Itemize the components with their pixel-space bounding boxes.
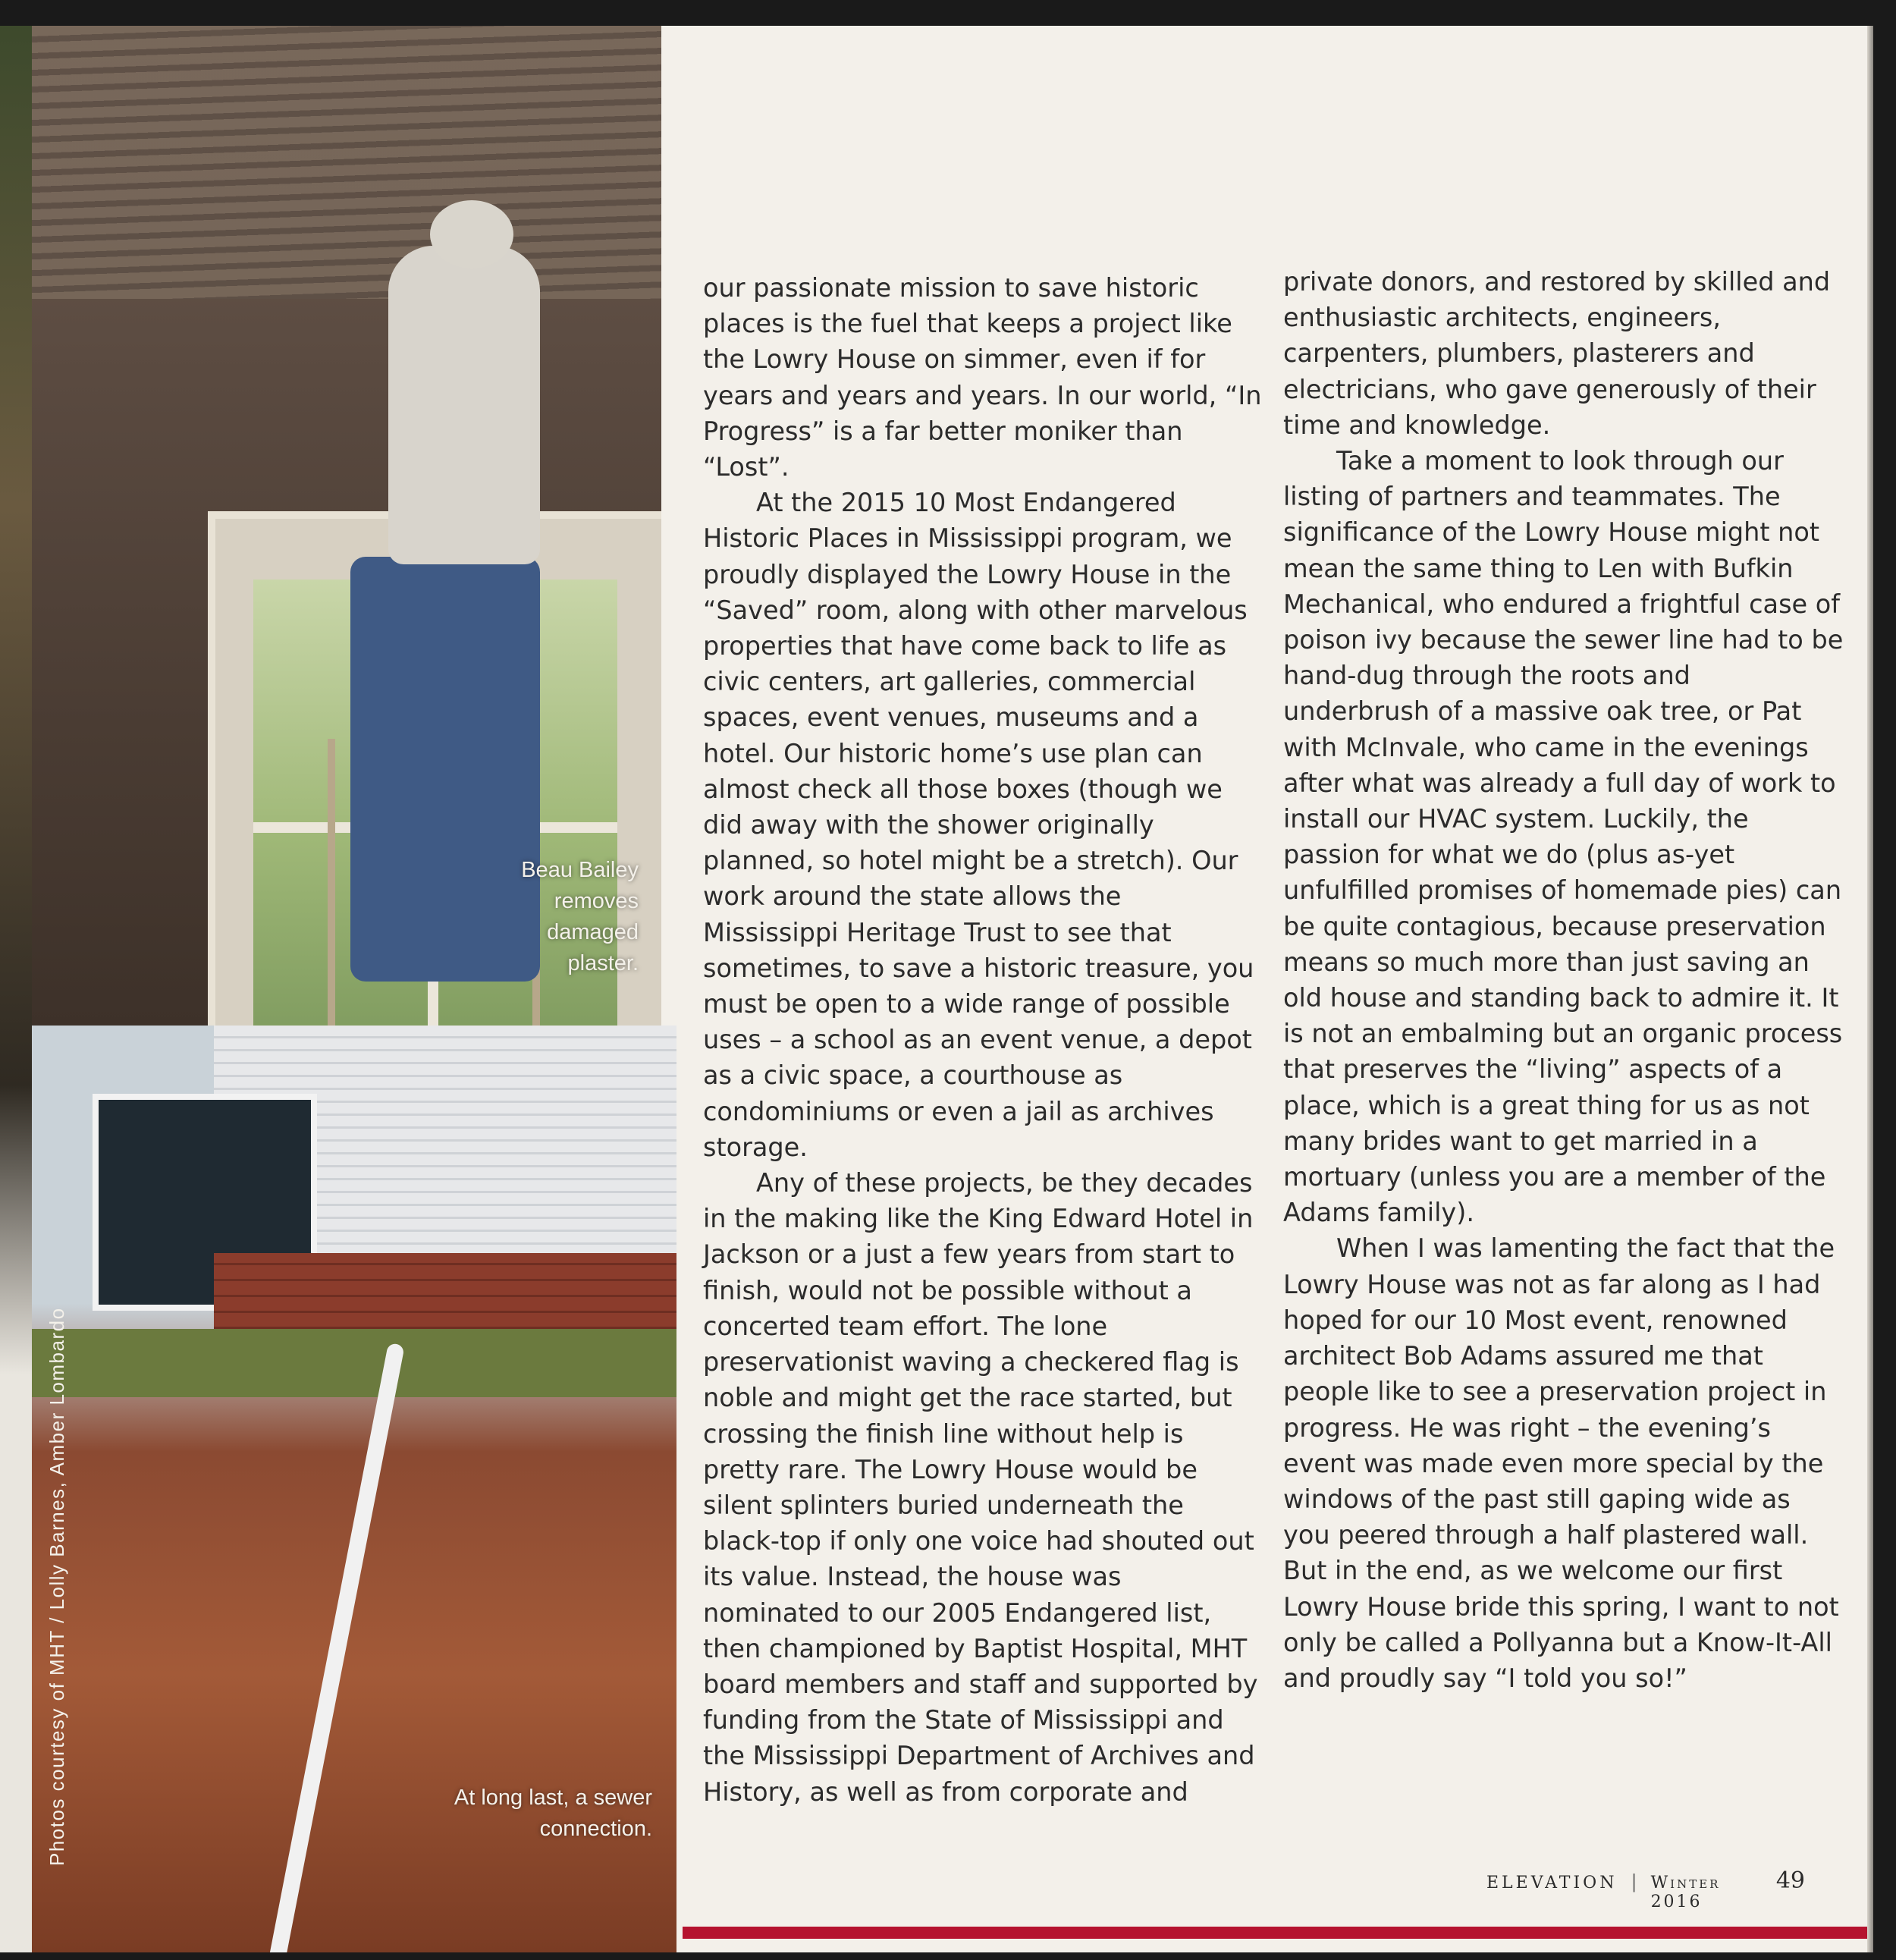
column1-paragraph-2: At the 2015 10 Most Endangered Historic Places in Mississippi program, we proudly displayed the Lowry House in the “Saved” room, along with other marvelous properties that have come back to life as civic centers, art galleries, commercial spaces, event venues, museums and a hotel. Our historic home’s use plan can almost check all those boxes (though we did away with the shower originally planned, so hotel might be a stretch). Our work around the state allows the Mississippi Heritage Trust to see that sometimes, to save a historic treasure, you must be open to a wide range of possible uses – a school as an event venue, a depot as a civic space, a courthouse as condominiums or even a jail as archives storage. bbox=[703, 488, 1254, 1162]
caption-sewer: At long last, a sewer connection. bbox=[454, 1786, 652, 1841]
adjacent-page-edge bbox=[0, 26, 32, 1952]
column2-paragraph-1: private donors, and restored by skilled and enthusiastic architects, engineers, carpenters, plumbers, plasterers and electricians, who gave generously of their time and knowledge. bbox=[1283, 267, 1831, 440]
footer-accent-rule bbox=[683, 1927, 1873, 1939]
column2-paragraph-3: When I was lamenting the fact that the Lowry House was not as far along as I had hoped for our 10 Most event, renowned architect Bob Adams assured me that people like to see a preservation project in progress. He was right – the evening’s event was made even more special by the windows of the past still gaping wide as you peered through a half plastered wall. But in the end, as we welcome our first Lowry House bride this spring, I want to not only be called a Pollyanna but a Know-It-All and proudly say “I told you so!” bbox=[1283, 1233, 1839, 1693]
caption-plaster: Beau Bailey removes damaged plaster. bbox=[521, 858, 639, 975]
photo-credit: Photos courtesy of MHT / Lolly Barnes, Amber Lombardo bbox=[46, 1307, 68, 1866]
page-number: 49 bbox=[1775, 1867, 1805, 1894]
footer-publication: ELEVATION bbox=[1486, 1874, 1618, 1892]
footer-separator: | bbox=[1631, 1871, 1637, 1892]
article-column-1 bbox=[703, 270, 1264, 1810]
photo-sewer-pipe bbox=[258, 1343, 404, 1952]
article-column-2 bbox=[1283, 264, 1844, 1696]
photo-ceiling bbox=[32, 26, 661, 299]
column1-paragraph-3: Any of these projects, be they decades in the making like the King Edward Hotel in Jackson or a just a few years from start to finish, would not be possible without a concerted team effort. The lone preservationist waving a checkered flag is noble and might get the race started, but crossing the finish line without help is pretty rare. The Lowry House would be silent splinters buried underneath the black-top if only one voice had shouted out its value. Instead, the house was nominated to our 2005 Endangered list, then championed by Baptist Hospital, MHT board members and staff and supported by funding from the State of Mississippi and the Mississippi Department of Archives and History, as well as from corporate and bbox=[703, 1168, 1258, 1807]
page-footer bbox=[1486, 1867, 1805, 1911]
page-edge-shadow bbox=[1867, 26, 1873, 1952]
photo-worker-shirt bbox=[388, 246, 540, 564]
photo-grass bbox=[32, 1329, 676, 1397]
footer-issue: Winter 2016 bbox=[1650, 1874, 1721, 1911]
photo-worker-head bbox=[430, 200, 513, 269]
column1-paragraph-1: our passionate mission to save historic places is the fuel that keeps a project like the Lowry House on simmer, even if for years and years and years. In our world, “In Progress” is a far better moniker than “Lost”. bbox=[703, 273, 1262, 482]
column2-paragraph-2: Take a moment to look through our listing of partners and teammates. The significance of the Lowry House might not mean the same thing to Len with Bufkin Mechanical, who endured a frightful case of poison ivy because the sewer line had to be hand-dug through the roots and underbrush of a massive oak tree, or Pat with McInvale, who came in the evenings after what was already a full day of work to install our HVAC system. Luckily, the passion for what we do (plus as-yet unfulfilled promises of homemade pies) can be quite contagious, because preservation means so much more than just saving an old house and standing back to admire it. It is not an embalming but an organic process that preserves the “living” aspects of a place, which is a great thing for us as not many brides want to get married in a mortuary (unless you are a member of the Adams family). bbox=[1283, 446, 1844, 1228]
